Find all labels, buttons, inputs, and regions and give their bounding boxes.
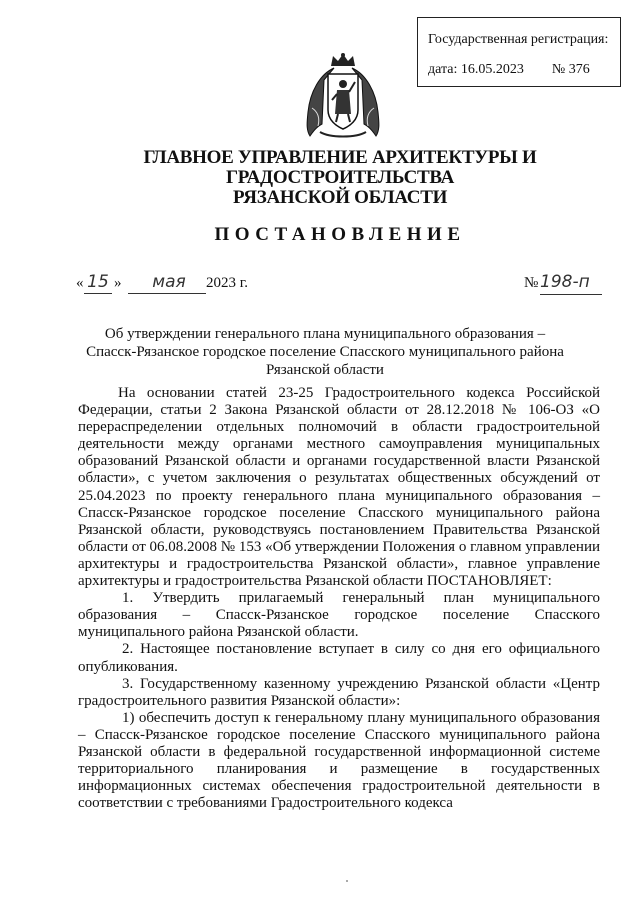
document-body <box>78 385 600 812</box>
subject-line-1: Об утверждении генерального плана муниципального образования – <box>104 326 546 342</box>
registration-number: № 376 <box>551 62 590 77</box>
issuing-authority <box>40 148 640 208</box>
scan-mark <box>346 880 348 882</box>
authority-line-1: ГЛАВНОЕ УПРАВЛЕНИЕ АРХИТЕКТУРЫ И ГРАДОСТРОИТЕЛЬСТВА <box>143 147 537 188</box>
ryazan-coat-of-arms-icon <box>298 52 388 144</box>
document-title: ПОСТАНОВЛЕНИЕ <box>214 224 466 245</box>
date-year: 2023 г. <box>206 275 248 291</box>
document-number-prefix: № <box>524 275 539 291</box>
body-item-3: 3. Государственному казенному учреждению Рязанской области «Центр градостроительного развития Рязанской области»: <box>78 675 600 709</box>
authority-line-2: РЯЗАНСКОЙ ОБЛАСТИ <box>232 187 448 208</box>
registration-stamp <box>417 17 621 87</box>
registration-date: дата: 16.05.2023 <box>428 62 524 77</box>
body-item-2: 2. Настоящее постановление вступает в силу со дня его официального опубликования. <box>78 641 600 675</box>
date-month: мая <box>152 272 186 292</box>
registration-label: Государственная регистрация: <box>428 32 609 47</box>
document-date <box>76 273 596 297</box>
document-number <box>524 272 624 292</box>
subject-line-3: Рязанской области <box>266 362 384 378</box>
body-item-3-1: 1) обеспечить доступ к генеральному плану муниципального образования – Спасск-Рязанское городское поселение Спасского муниципального района Рязанской области в федеральной государственной информационной системе территориального планирования и размещение в государственных информационных системах обеспечения градостроительной деятельности в соответствии с требованиями Градостроительного кодекса <box>78 709 600 812</box>
document-number-value: 198-п <box>540 272 590 292</box>
document-subject <box>70 325 580 379</box>
date-close-quote: » <box>114 275 122 291</box>
date-open-quote: « <box>76 275 84 291</box>
body-preamble: На основании статей 23-25 Градостроительного кодекса Российской Федерации, статьи 2 Закона Рязанской области от 28.12.2018 № 106-ОЗ «О перераспределении отдельных полномочий в области градостроительной деятельности между органами местного самоуправления муниципальных образований Рязанской области и органами государственной власти Рязанской области», с учетом заключения о результатах общественных обсуждений от 25.04.2023 по проекту генерального плана муниципального образования – Спасск-Рязанское городское поселение Спасского муниципального района Рязанской области, руководствуясь постановлением Правительства Рязанской области от 06.08.2008 № 153 «Об утверждении Положения о главном управлении архитектуры и градостроительства Рязанской области», главное управление архитектуры и градостроительства Рязанской области ПОСТАНОВЛЯЕТ: <box>78 385 600 590</box>
body-item-1: 1. Утвердить прилагаемый генеральный план муниципального образования – Спасск-Рязанское городское поселение Спасского муниципального района Рязанской области. <box>78 590 600 641</box>
date-day: 15 <box>87 272 109 292</box>
subject-line-2: Спасск-Рязанское городское поселение Спасского муниципального района <box>86 344 564 360</box>
